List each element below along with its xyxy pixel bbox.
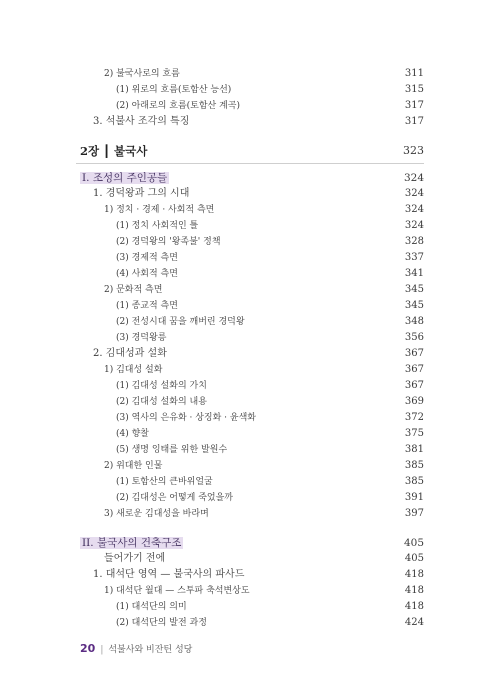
toc-entry — [0, 202, 500, 218]
toc-entry-page: 345 — [404, 300, 424, 311]
toc-part-label — [80, 170, 169, 186]
toc-entry-page: 418 — [404, 569, 424, 580]
toc-entry-label: (5) 생명 잉태를 위한 발원수 — [116, 445, 228, 455]
toc-entry-page: 424 — [404, 617, 424, 628]
toc-part-heading — [0, 170, 500, 186]
toc-part-label-text: II. 불국사의 건축구조 — [82, 537, 182, 549]
toc-entry-page: 324 — [404, 204, 424, 215]
toc-entry — [0, 551, 500, 567]
toc-part-page: 405 — [403, 537, 424, 549]
toc-entry — [0, 599, 500, 615]
toc-entry — [0, 458, 500, 474]
toc-part-heading — [0, 535, 500, 551]
toc-part-label-text: I. 조성의 주인공들 — [82, 172, 168, 184]
toc-entry — [0, 330, 500, 346]
toc-chapter-page: 323 — [403, 144, 424, 157]
toc-entry-page: 341 — [404, 268, 424, 279]
toc-entry — [0, 266, 500, 282]
chapter-divider — [76, 163, 424, 164]
toc-entry-page: 391 — [404, 492, 424, 503]
toc-entry — [0, 474, 500, 490]
toc-entry — [0, 567, 500, 583]
toc-entry — [0, 218, 500, 234]
toc-entry-label: 2) 문화적 측면 — [104, 285, 163, 295]
toc-entry-label: (1) 토함산의 큰바위얼굴 — [116, 477, 213, 487]
toc-entry-label: (2) 전성시대 꿈을 깨버린 경덕왕 — [116, 317, 245, 327]
toc-entry-label: (1) 위로의 흐름(토함산 능선) — [116, 85, 232, 95]
toc-entry-label: 1) 대석단 월대 — 스투파 축석변상도 — [104, 586, 250, 596]
toc-entry — [0, 506, 500, 522]
toc-entry-page: 324 — [404, 188, 424, 199]
toc-entry — [0, 378, 500, 394]
toc-entry-label: (1) 정치 사회적인 틀 — [116, 221, 199, 231]
toc-entry-page: 348 — [404, 316, 424, 327]
toc-part-page: 324 — [403, 172, 424, 184]
toc-entry-page: 337 — [404, 252, 424, 263]
toc-entry — [0, 298, 500, 314]
toc-entry-label: (4) 사회적 측면 — [116, 269, 178, 279]
toc-entry-page: 367 — [404, 348, 424, 359]
toc-entry-label: (2) 경덕왕의 '왕족불' 정책 — [116, 237, 221, 247]
toc-entry-label: (2) 대석단의 발전 과정 — [116, 618, 207, 628]
footer-page-number: 20 — [80, 642, 96, 655]
toc-entry-label: 2) 불국사로의 흐름 — [104, 69, 180, 79]
toc-entry-label: (1) 김대성 설화의 가치 — [116, 381, 207, 391]
toc-entry-page: 397 — [404, 508, 424, 519]
toc-entry — [0, 346, 500, 362]
toc-entry — [0, 114, 500, 130]
toc-entry-page: 405 — [404, 553, 424, 564]
page-footer — [80, 640, 192, 658]
toc-entry — [0, 394, 500, 410]
toc-entry-label: (4) 향찰 — [116, 429, 149, 439]
toc-entry-label: (3) 역사의 은유화 · 상징화 · 윤색화 — [116, 413, 256, 423]
toc-entry-label: 들어가기 전에 — [104, 553, 166, 564]
toc-entry-page: 315 — [404, 84, 424, 95]
toc-entry-page: 418 — [404, 601, 424, 612]
toc-entry — [0, 82, 500, 98]
toc-entry — [0, 615, 500, 631]
toc-entry-page: 369 — [404, 396, 424, 407]
toc-entry — [0, 98, 500, 114]
toc-entry — [0, 66, 500, 82]
toc-entry-page: 317 — [404, 116, 424, 127]
toc-part-label — [80, 535, 183, 551]
toc-entry — [0, 250, 500, 266]
toc-entry-label: (2) 김대성은 어떻게 죽었을까 — [116, 493, 233, 503]
toc-entry-label: 1) 김대성 설화 — [104, 365, 163, 375]
toc-entry-page: 372 — [404, 412, 424, 423]
toc-entry-page: 345 — [404, 284, 424, 295]
toc-entry-label: 1) 정치 · 경제 · 사회적 측면 — [104, 205, 215, 215]
toc-entry-label: 3) 새로운 김대성을 바라며 — [104, 509, 209, 519]
toc-entry-page: 418 — [404, 585, 424, 596]
toc-entry-label: (1) 종교적 측면 — [116, 301, 178, 311]
toc-entry-page: 367 — [404, 364, 424, 375]
toc-entry-page: 356 — [404, 332, 424, 343]
toc-entry — [0, 186, 500, 202]
toc-entry — [0, 442, 500, 458]
toc-entry-page: 317 — [404, 100, 424, 111]
toc-entry-page: 328 — [404, 236, 424, 247]
toc-entry — [0, 490, 500, 506]
toc-entry — [0, 314, 500, 330]
footer-separator: | — [100, 645, 104, 655]
toc-entry-label: 3. 석불사 조각의 특징 — [93, 116, 190, 127]
toc-entry-label: 2) 위대한 인물 — [104, 461, 163, 471]
toc-entry — [0, 234, 500, 250]
toc-entry-page: 385 — [404, 476, 424, 487]
toc-entry-page: 375 — [404, 428, 424, 439]
toc-entry-page: 311 — [404, 68, 424, 79]
toc-entry-label: 1. 대석단 영역 — 불국사의 파사드 — [93, 569, 245, 580]
footer-book-title: 석불사와 비잔틴 성당 — [108, 645, 193, 655]
toc-entry — [0, 282, 500, 298]
toc-entry-label: (3) 경제적 측면 — [116, 253, 178, 263]
toc-entry-page: 381 — [404, 444, 424, 455]
toc-entry-page: 367 — [404, 380, 424, 391]
toc-chapter-heading — [0, 143, 500, 159]
toc-entry-label: 2. 김대성과 설화 — [93, 348, 167, 359]
toc-chapter-label: 2장 ┃ 불국사 — [80, 144, 148, 158]
toc-entry — [0, 362, 500, 378]
toc-entry — [0, 583, 500, 599]
toc-entry-label: (3) 경덕왕릉 — [116, 333, 167, 343]
toc-entry-page: 324 — [404, 220, 424, 231]
toc-entry — [0, 410, 500, 426]
toc-entry-label: (2) 김대성 설화의 내용 — [116, 397, 207, 407]
toc-entry-label: (2) 아래로의 흐름(토함산 계곡) — [116, 101, 240, 111]
toc-entry-label: 1. 경덕왕과 그의 시대 — [93, 188, 190, 199]
toc-entry-page: 385 — [404, 460, 424, 471]
toc-entry — [0, 426, 500, 442]
toc-entry-label: (1) 대석단의 의미 — [116, 602, 187, 612]
